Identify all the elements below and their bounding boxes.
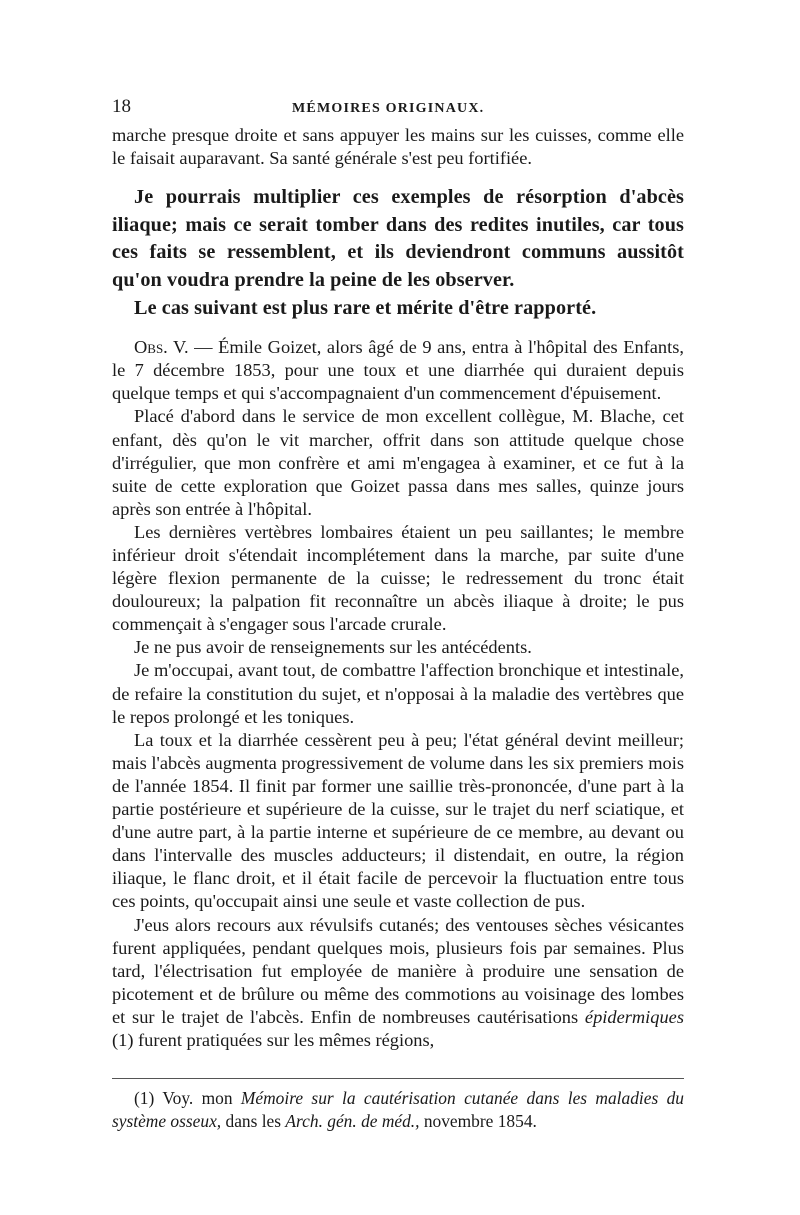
footnote-marker: (1) Voy. mon bbox=[134, 1088, 241, 1109]
paragraph-rare-case: Le cas suivant est plus rare et mérite d'être rapporté. bbox=[134, 296, 597, 319]
paragraph-progression: La toux et la diarrhée cessèrent peu à peu; l'état général devint meilleur; mais l'abcès augmenta progressivement de volume dans les six premiers mois de l'année 1854. Il finit par former une saillie très-prononcée, d'une part à la partie postérieure et supérieure de la cuisse, sur le trajet du nerf sciatique, et d'une autre part, à la partie interne et supérieure de ce membre, au devant ou dans l'intervalle des muscles adducteurs; il distendait, en outre, la région iliaque, le flanc droit, et il était facile de percevoir la fluctuation entre tous ces points, qu'occupait ainsi une seule et vaste collection de pus. bbox=[112, 729, 684, 912]
observation-block bbox=[112, 336, 684, 1052]
observation-text: — Émile Goizet, alors âgé de 9 ans, entra à l'hôpital des Enfants, le 7 décembre 1853, pour une toux et une diarrhée qui duraient depuis quelque temps et qui s'accompagnaient d'un commencement d'épuisement. bbox=[112, 337, 684, 404]
paragraph-revulsives bbox=[112, 914, 684, 1053]
footnote-end: novembre 1854. bbox=[419, 1111, 537, 1132]
emphasis-block bbox=[112, 184, 684, 322]
paragraph-placement: Placé d'abord dans le service de mon excellent collègue, M. Blache, cet enfant, dès qu'on le vit marcher, offrit dans son attitude quelque chose d'irrégulier, que mon confrère et ami m'engagea à examiner, et ce fut à la suite de cette exploration que Goizet passa dans mes salles, quinze jours après son entrée à l'hôpital. bbox=[112, 406, 684, 519]
opening-paragraph-block bbox=[112, 124, 684, 170]
footnote bbox=[112, 1087, 684, 1133]
paragraph-observation bbox=[112, 336, 684, 405]
footnote-title: Mémoire sur la cautérisation cutanée dans les maladies du système osseux, bbox=[112, 1088, 684, 1132]
observation-label: Obs. V. bbox=[134, 337, 189, 358]
page-number: 18 bbox=[112, 96, 131, 117]
paragraph-antecedents: Je ne pus avoir de renseignements sur les antécédents. bbox=[134, 637, 532, 658]
paragraph-vertebrae: Les dernières vertèbres lombaires étaient un peu saillantes; le membre inférieur droit s'étendait incomplétement dans la marche, par suite d'une légère flexion permanente de la cuisse; le redressement du tronc était douloureux; la palpation fit reconnaître un abcès iliaque à droite; le pus commençait à s'engager sous l'arcade crurale. bbox=[112, 521, 684, 635]
revulsives-emphasis: épidermiques bbox=[584, 1006, 684, 1027]
paragraph-continuation: marche presque droite et sans appuyer les mains sur les cuisses, comme elle le faisait auparavant. Sa santé générale s'est peu fortifiée. bbox=[112, 125, 684, 169]
page bbox=[112, 96, 684, 1133]
footnote-journal: Arch. gén. de méd., bbox=[285, 1111, 420, 1132]
revulsives-text-a: J'eus alors recours aux révulsifs cutanés; des ventouses sèches vésicantes furent appliquées, pendant quelques mois, plusieurs fois par semaines. Plus tard, l'électrisation fut employée de manière à produire une sensation de picotement et de brûlure ou même des commotions au voisinage des lombes et sur le trajet de l'abcès. Enfin de nombreuses cautérisations bbox=[112, 914, 684, 1027]
footnote-mid: dans les bbox=[221, 1111, 286, 1132]
running-head bbox=[112, 96, 684, 122]
running-title: MÉMOIRES ORIGINAUX. bbox=[292, 101, 485, 116]
paragraph-resorption: Je pourrais multiplier ces exemples de résorption d'abcès iliaque; mais ce serait tomber dans des redites inutiles, car tous ces faits se ressemblent, et ils deviendront communs aussitôt qu'on voudra prendre la peine de les observer. bbox=[112, 186, 684, 291]
paragraph-treatment: Je m'occupai, avant tout, de combattre l'affection bronchique et intestinale, de refaire la constitution du sujet, et n'opposai à la maladie des vertèbres que le repos prolongé et les toniques. bbox=[112, 660, 684, 727]
revulsives-text-b: (1) furent pratiquées sur les mêmes régions, bbox=[112, 1029, 435, 1050]
footnote-text bbox=[112, 1087, 684, 1133]
footnote-rule bbox=[112, 1078, 684, 1079]
